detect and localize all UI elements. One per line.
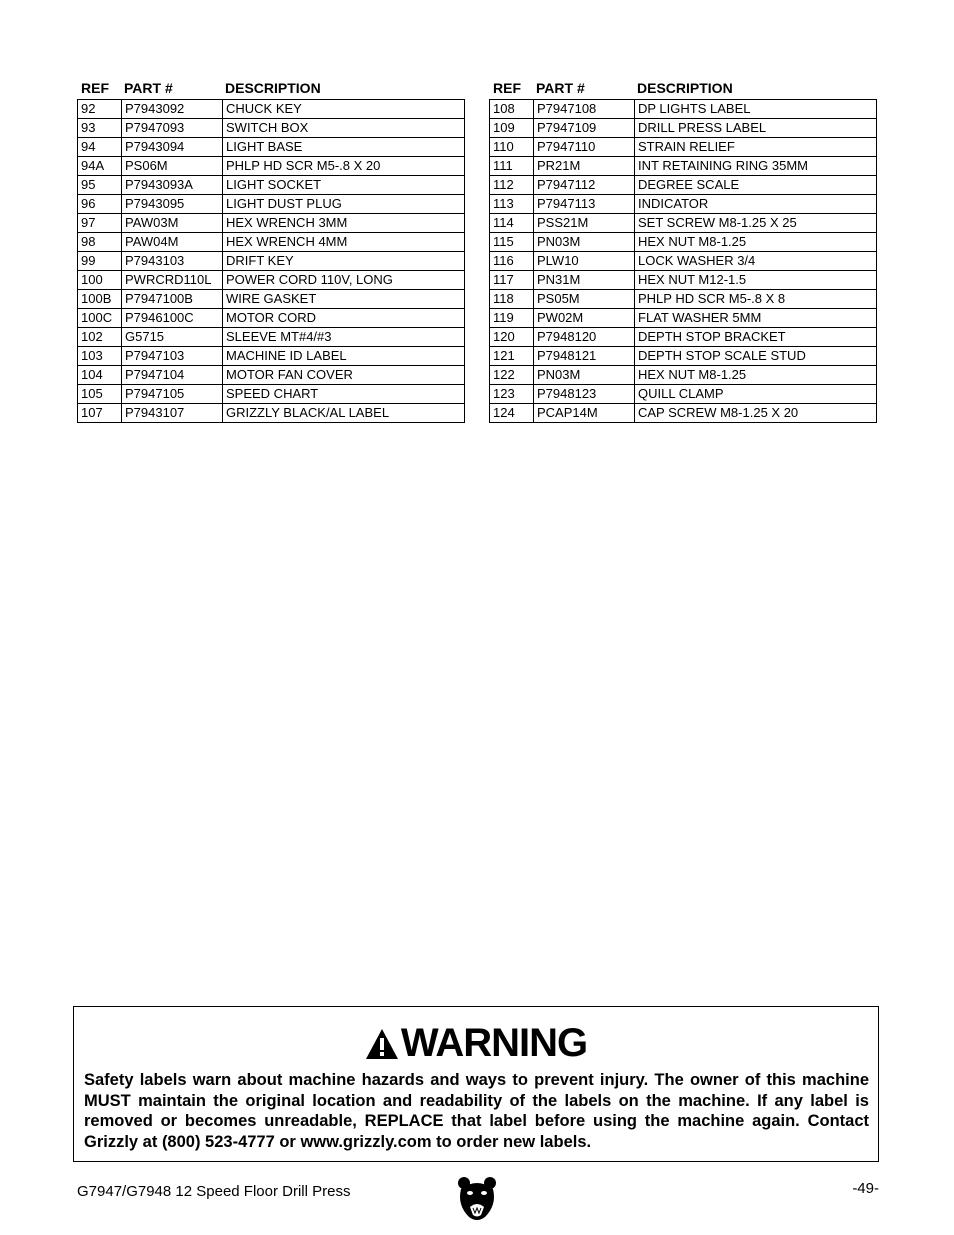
cell-description: MOTOR CORD: [223, 309, 465, 328]
header-part: PART #: [536, 80, 585, 96]
parts-table-left: [77, 77, 465, 423]
cell-description: STRAIN RELIEF: [635, 138, 877, 157]
cell-description: INT RETAINING RING 35MM: [635, 157, 877, 176]
cell-description: SPEED CHART: [223, 385, 465, 404]
cell-ref: 98: [78, 233, 122, 252]
cell-description: LIGHT DUST PLUG: [223, 195, 465, 214]
cell-part-number: P7947112: [534, 176, 635, 195]
cell-description: FLAT WASHER 5MM: [635, 309, 877, 328]
table-row: [490, 290, 877, 309]
cell-description: GRIZZLY BLACK/AL LABEL: [223, 404, 465, 423]
cell-ref: 100B: [78, 290, 122, 309]
cell-description: INDICATOR: [635, 195, 877, 214]
table-row: [490, 214, 877, 233]
cell-description: HEX NUT M8-1.25: [635, 233, 877, 252]
table-row: [78, 385, 465, 404]
cell-ref: 123: [490, 385, 534, 404]
cell-part-number: PLW10: [534, 252, 635, 271]
cell-description: DRIFT KEY: [223, 252, 465, 271]
cell-part-number: P7947104: [122, 366, 223, 385]
table-row: [490, 328, 877, 347]
table-row: [490, 100, 877, 119]
cell-ref: 100C: [78, 309, 122, 328]
cell-ref: 92: [78, 100, 122, 119]
cell-part-number: P7943107: [122, 404, 223, 423]
cell-part-number: P7947103: [122, 347, 223, 366]
table-row: [78, 138, 465, 157]
table-row: [78, 252, 465, 271]
cell-description: SET SCREW M8-1.25 X 25: [635, 214, 877, 233]
table-row: [78, 290, 465, 309]
cell-part-number: P7947100B: [122, 290, 223, 309]
cell-ref: 112: [490, 176, 534, 195]
cell-description: LIGHT BASE: [223, 138, 465, 157]
cell-ref: 97: [78, 214, 122, 233]
cell-ref: 116: [490, 252, 534, 271]
warning-box: [73, 1006, 879, 1162]
warning-title-text: WARNING: [400, 1021, 588, 1065]
table-row: [490, 233, 877, 252]
cell-part-number: P7948121: [534, 347, 635, 366]
cell-ref: 100: [78, 271, 122, 290]
header-ref: REF: [493, 80, 521, 96]
cell-part-number: P7947093: [122, 119, 223, 138]
warning-text: Safety labels warn about machine hazards and ways to prevent injury. The owner of this machine MUST maintain the original location and readability of the labels on the machine. If any label is removed or becomes unreadable, REPLACE that label before using the machine again. Contact Grizzly at (800) 523-4777 or www.grizzly.com to order new labels.: [84, 1071, 869, 1151]
parts-grid: [77, 99, 465, 423]
table-row: [490, 347, 877, 366]
cell-part-number: P7946100C: [122, 309, 223, 328]
cell-description: CHUCK KEY: [223, 100, 465, 119]
cell-description: CAP SCREW M8-1.25 X 20: [635, 404, 877, 423]
cell-description: PHLP HD SCR M5-.8 X 8: [635, 290, 877, 309]
cell-part-number: PWRCRD110L: [122, 271, 223, 290]
cell-description: POWER CORD 110V, LONG: [223, 271, 465, 290]
cell-ref: 108: [490, 100, 534, 119]
cell-description: HEX NUT M12-1.5: [635, 271, 877, 290]
cell-description: DRILL PRESS LABEL: [635, 119, 877, 138]
footer-title: G7947/G7948 12 Speed Floor Drill Press: [77, 1183, 351, 1200]
cell-ref: 105: [78, 385, 122, 404]
table-row: [78, 214, 465, 233]
cell-part-number: P7947108: [534, 100, 635, 119]
cell-part-number: P7947105: [122, 385, 223, 404]
cell-description: PHLP HD SCR M5-.8 X 20: [223, 157, 465, 176]
header-description: DESCRIPTION: [225, 80, 321, 96]
cell-part-number: PS06M: [122, 157, 223, 176]
table-row: [78, 233, 465, 252]
cell-description: HEX WRENCH 4MM: [223, 233, 465, 252]
cell-ref: 102: [78, 328, 122, 347]
table-header: [77, 77, 465, 99]
cell-description: DEPTH STOP SCALE STUD: [635, 347, 877, 366]
table-row: [78, 328, 465, 347]
table-row: [78, 195, 465, 214]
cell-part-number: PN03M: [534, 233, 635, 252]
table-row: [490, 404, 877, 423]
page-number: -49-: [852, 1180, 879, 1197]
table-row: [78, 157, 465, 176]
cell-part-number: P7943092: [122, 100, 223, 119]
cell-part-number: P7943095: [122, 195, 223, 214]
cell-ref: 94: [78, 138, 122, 157]
cell-part-number: P7947109: [534, 119, 635, 138]
cell-ref: 122: [490, 366, 534, 385]
cell-description: HEX WRENCH 3MM: [223, 214, 465, 233]
cell-ref: 115: [490, 233, 534, 252]
table-row: [78, 119, 465, 138]
cell-ref: 114: [490, 214, 534, 233]
cell-part-number: PSS21M: [534, 214, 635, 233]
cell-part-number: PR21M: [534, 157, 635, 176]
cell-part-number: P7943093A: [122, 176, 223, 195]
header-description: DESCRIPTION: [637, 80, 733, 96]
cell-part-number: P7947113: [534, 195, 635, 214]
table-row: [78, 347, 465, 366]
table-row: [78, 366, 465, 385]
cell-description: MOTOR FAN COVER: [223, 366, 465, 385]
cell-ref: 120: [490, 328, 534, 347]
cell-part-number: PW02M: [534, 309, 635, 328]
cell-description: DEPTH STOP BRACKET: [635, 328, 877, 347]
table-row: [490, 195, 877, 214]
cell-part-number: P7948120: [534, 328, 635, 347]
cell-ref: 104: [78, 366, 122, 385]
cell-ref: 111: [490, 157, 534, 176]
cell-part-number: PN31M: [534, 271, 635, 290]
table-row: [490, 366, 877, 385]
cell-ref: 107: [78, 404, 122, 423]
cell-ref: 117: [490, 271, 534, 290]
cell-ref: 99: [78, 252, 122, 271]
table-row: [78, 309, 465, 328]
cell-description: MACHINE ID LABEL: [223, 347, 465, 366]
parts-grid: [489, 99, 877, 423]
table-row: [490, 176, 877, 195]
cell-description: HEX NUT M8-1.25: [635, 366, 877, 385]
cell-part-number: PAW04M: [122, 233, 223, 252]
grizzly-bear-logo-icon: [457, 1175, 497, 1223]
cell-ref: 94A: [78, 157, 122, 176]
header-ref: REF: [81, 80, 109, 96]
cell-ref: 121: [490, 347, 534, 366]
cell-ref: 113: [490, 195, 534, 214]
cell-ref: 110: [490, 138, 534, 157]
cell-ref: 124: [490, 404, 534, 423]
warning-triangle-icon: [365, 1025, 399, 1069]
table-row: [78, 176, 465, 195]
cell-ref: 95: [78, 176, 122, 195]
cell-description: DP LIGHTS LABEL: [635, 100, 877, 119]
cell-description: QUILL CLAMP: [635, 385, 877, 404]
cell-part-number: PS05M: [534, 290, 635, 309]
cell-description: DEGREE SCALE: [635, 176, 877, 195]
table-row: [490, 157, 877, 176]
cell-ref: 103: [78, 347, 122, 366]
cell-ref: 119: [490, 309, 534, 328]
parts-table-right: [489, 77, 877, 423]
table-row: [78, 100, 465, 119]
cell-description: LIGHT SOCKET: [223, 176, 465, 195]
table-row: [490, 385, 877, 404]
cell-description: LOCK WASHER 3/4: [635, 252, 877, 271]
cell-ref: 96: [78, 195, 122, 214]
table-row: [78, 271, 465, 290]
cell-ref: 93: [78, 119, 122, 138]
cell-part-number: P7948123: [534, 385, 635, 404]
cell-part-number: PN03M: [534, 366, 635, 385]
table-row: [490, 271, 877, 290]
cell-part-number: P7947110: [534, 138, 635, 157]
table-header: [489, 77, 877, 99]
table-row: [490, 252, 877, 271]
cell-description: SLEEVE MT#4/#3: [223, 328, 465, 347]
cell-part-number: PCAP14M: [534, 404, 635, 423]
cell-description: SWITCH BOX: [223, 119, 465, 138]
header-part: PART #: [124, 80, 173, 96]
cell-part-number: G5715: [122, 328, 223, 347]
table-row: [490, 138, 877, 157]
cell-ref: 118: [490, 290, 534, 309]
cell-part-number: P7943103: [122, 252, 223, 271]
cell-part-number: PAW03M: [122, 214, 223, 233]
cell-ref: 109: [490, 119, 534, 138]
cell-part-number: P7943094: [122, 138, 223, 157]
warning-title: [74, 1021, 878, 1069]
table-row: [490, 119, 877, 138]
table-row: [490, 309, 877, 328]
table-row: [78, 404, 465, 423]
cell-description: WIRE GASKET: [223, 290, 465, 309]
